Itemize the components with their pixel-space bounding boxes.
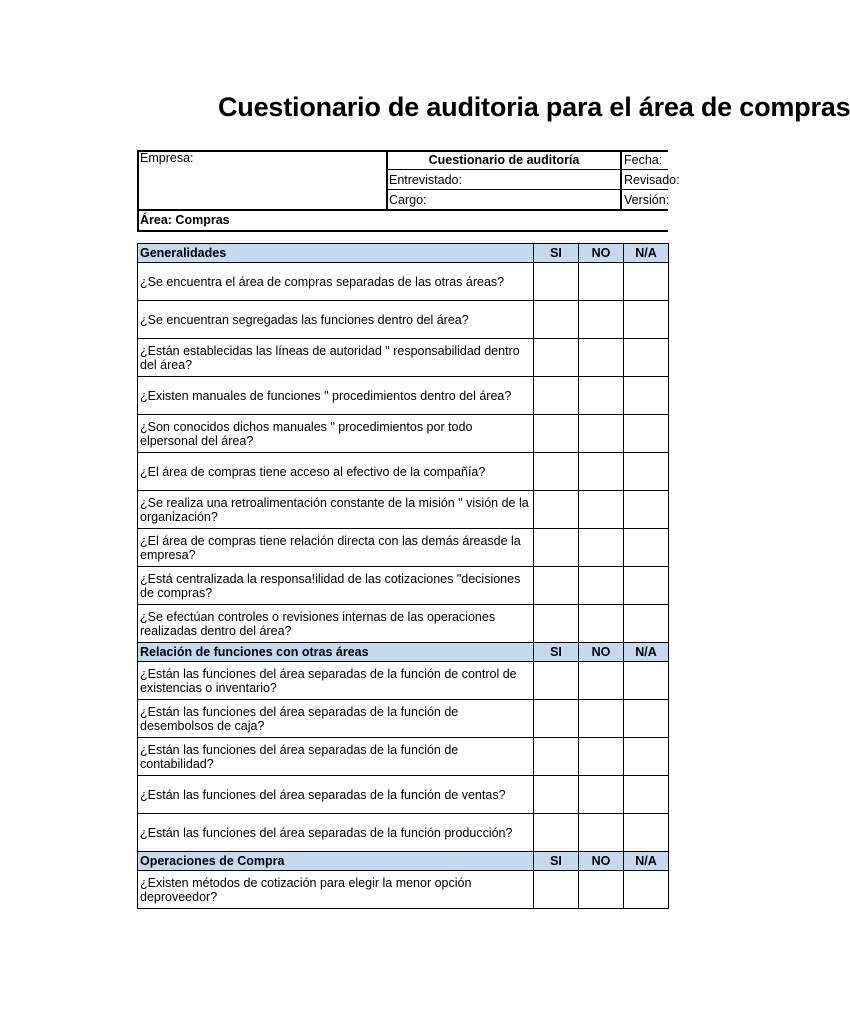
header-divider-1 — [386, 150, 388, 210]
question-row — [138, 605, 669, 643]
header-top-border — [137, 150, 668, 152]
cargo-label: Cargo: — [389, 193, 427, 207]
answer-cell-no[interactable] — [579, 738, 624, 776]
header-mid-border — [137, 209, 668, 211]
section-title: Relación de funciones con otras áreas — [138, 643, 534, 662]
answer-cell-no[interactable] — [579, 776, 624, 814]
answer-cell-si[interactable] — [534, 415, 579, 453]
answer-cell-na[interactable] — [624, 700, 669, 738]
answer-cell-na[interactable] — [624, 339, 669, 377]
answer-header-na: N/A — [624, 643, 669, 662]
answer-cell-no[interactable] — [579, 339, 624, 377]
answer-cell-no[interactable] — [579, 301, 624, 339]
answer-cell-na[interactable] — [624, 415, 669, 453]
answer-cell-no[interactable] — [579, 377, 624, 415]
answer-cell-na[interactable] — [624, 738, 669, 776]
answer-cell-na[interactable] — [624, 776, 669, 814]
answer-cell-na[interactable] — [624, 263, 669, 301]
question-text: ¿Existen métodos de cotización para elegir la menor opción deproveedor? — [138, 871, 534, 909]
answer-cell-si[interactable] — [534, 662, 579, 700]
question-text: ¿Están las funciones del área separadas de la función de ventas? — [138, 776, 534, 814]
answer-cell-no[interactable] — [579, 529, 624, 567]
answer-cell-si[interactable] — [534, 738, 579, 776]
question-row — [138, 529, 669, 567]
answer-cell-si[interactable] — [534, 339, 579, 377]
answer-cell-si[interactable] — [534, 301, 579, 339]
answer-header-no: NO — [579, 643, 624, 662]
answer-cell-no[interactable] — [579, 567, 624, 605]
answer-cell-si[interactable] — [534, 776, 579, 814]
area-label: Área: Compras — [140, 213, 230, 227]
section-header-row — [138, 852, 669, 871]
question-text: ¿Están las funciones del área separadas de la función de control de existencias o inventario? — [138, 662, 534, 700]
question-row — [138, 814, 669, 852]
question-text: ¿Están las funciones del área separadas de la función de contabilidad? — [138, 738, 534, 776]
question-text: ¿Se encuentra el área de compras separadas de las otras áreas? — [138, 263, 534, 301]
question-text: ¿El área de compras tiene relación directa con las demás áreasde la empresa? — [138, 529, 534, 567]
answer-header-si: SI — [534, 244, 579, 263]
answer-cell-si[interactable] — [534, 377, 579, 415]
answer-cell-si[interactable] — [534, 605, 579, 643]
question-text: ¿Están establecidas las líneas de autoridad " responsabilidad dentro del área? — [138, 339, 534, 377]
answer-header-si: SI — [534, 852, 579, 871]
answer-header-na: N/A — [624, 244, 669, 263]
question-row — [138, 339, 669, 377]
question-row — [138, 491, 669, 529]
question-text: ¿Están las funciones del área separadas de la función producción? — [138, 814, 534, 852]
question-row — [138, 662, 669, 700]
answer-cell-na[interactable] — [624, 453, 669, 491]
header-divider-2 — [620, 150, 622, 210]
question-row — [138, 567, 669, 605]
question-text: ¿Se encuentran segregadas las funciones dentro del área? — [138, 301, 534, 339]
question-text: ¿Se efectúan controles o revisiones internas de las operaciones realizadas dentro del área? — [138, 605, 534, 643]
answer-cell-si[interactable] — [534, 700, 579, 738]
answer-header-na: N/A — [624, 852, 669, 871]
answer-cell-no[interactable] — [579, 453, 624, 491]
section-header-row — [138, 244, 669, 263]
answer-header-si: SI — [534, 643, 579, 662]
header-bottom-border — [137, 230, 668, 232]
answer-cell-no[interactable] — [579, 700, 624, 738]
answer-cell-na[interactable] — [624, 871, 669, 909]
section-title: Operaciones de Compra — [138, 852, 534, 871]
header-row-line-1 — [386, 169, 668, 170]
question-text: ¿Son conocidos dichos manuales " procedimientos por todo elpersonal del área? — [138, 415, 534, 453]
version-label: Versión: — [624, 193, 670, 207]
answer-cell-no[interactable] — [579, 662, 624, 700]
answer-cell-na[interactable] — [624, 529, 669, 567]
question-row — [138, 301, 669, 339]
section-title: Generalidades — [138, 244, 534, 263]
header-row-line-2 — [386, 189, 668, 190]
question-text: ¿Están las funciones del área separadas de la función de desembolsos de caja? — [138, 700, 534, 738]
document-title: Cuestionario de auditoria para el área de compras — [218, 92, 850, 122]
question-row — [138, 700, 669, 738]
header-block — [137, 150, 697, 232]
cuestionario-label: Cuestionario de auditoría — [428, 153, 580, 167]
answer-cell-si[interactable] — [534, 453, 579, 491]
answer-cell-na[interactable] — [624, 491, 669, 529]
header-left-border — [137, 150, 139, 232]
answer-header-no: NO — [579, 244, 624, 263]
answer-cell-no[interactable] — [579, 605, 624, 643]
answer-header-no: NO — [579, 852, 624, 871]
question-text: ¿Está centralizada la responsa!ilidad de las cotizaciones "decisiones de compras? — [138, 567, 534, 605]
fecha-label: Fecha: — [624, 153, 663, 167]
answer-cell-si[interactable] — [534, 263, 579, 301]
answer-cell-si[interactable] — [534, 491, 579, 529]
questionnaire-table — [137, 243, 669, 909]
answer-cell-na[interactable] — [624, 662, 669, 700]
answer-cell-si[interactable] — [534, 814, 579, 852]
answer-cell-no[interactable] — [579, 263, 624, 301]
answer-cell-si[interactable] — [534, 567, 579, 605]
answer-cell-na[interactable] — [624, 814, 669, 852]
answer-cell-no[interactable] — [579, 491, 624, 529]
question-row — [138, 377, 669, 415]
answer-cell-si[interactable] — [534, 529, 579, 567]
question-row — [138, 263, 669, 301]
question-row — [138, 453, 669, 491]
revisado-label: Revisado: — [624, 173, 680, 187]
answer-cell-no[interactable] — [579, 871, 624, 909]
question-row — [138, 776, 669, 814]
question-row — [138, 738, 669, 776]
answer-cell-no[interactable] — [579, 415, 624, 453]
answer-cell-na[interactable] — [624, 301, 669, 339]
answer-cell-na[interactable] — [624, 377, 669, 415]
question-row — [138, 415, 669, 453]
answer-cell-si[interactable] — [534, 871, 579, 909]
answer-cell-na[interactable] — [624, 567, 669, 605]
section-header-row — [138, 643, 669, 662]
question-row — [138, 871, 669, 909]
empresa-label: Empresa: — [140, 151, 194, 165]
answer-cell-na[interactable] — [624, 605, 669, 643]
answer-cell-no[interactable] — [579, 814, 624, 852]
question-text: ¿Existen manuales de funciones " procedimientos dentro del área? — [138, 377, 534, 415]
question-text: ¿El área de compras tiene acceso al efectivo de la compañía? — [138, 453, 534, 491]
question-text: ¿Se realiza una retroalimentación constante de la misión " visión de la organización? — [138, 491, 534, 529]
entrevistado-label: Entrevistado: — [389, 173, 462, 187]
